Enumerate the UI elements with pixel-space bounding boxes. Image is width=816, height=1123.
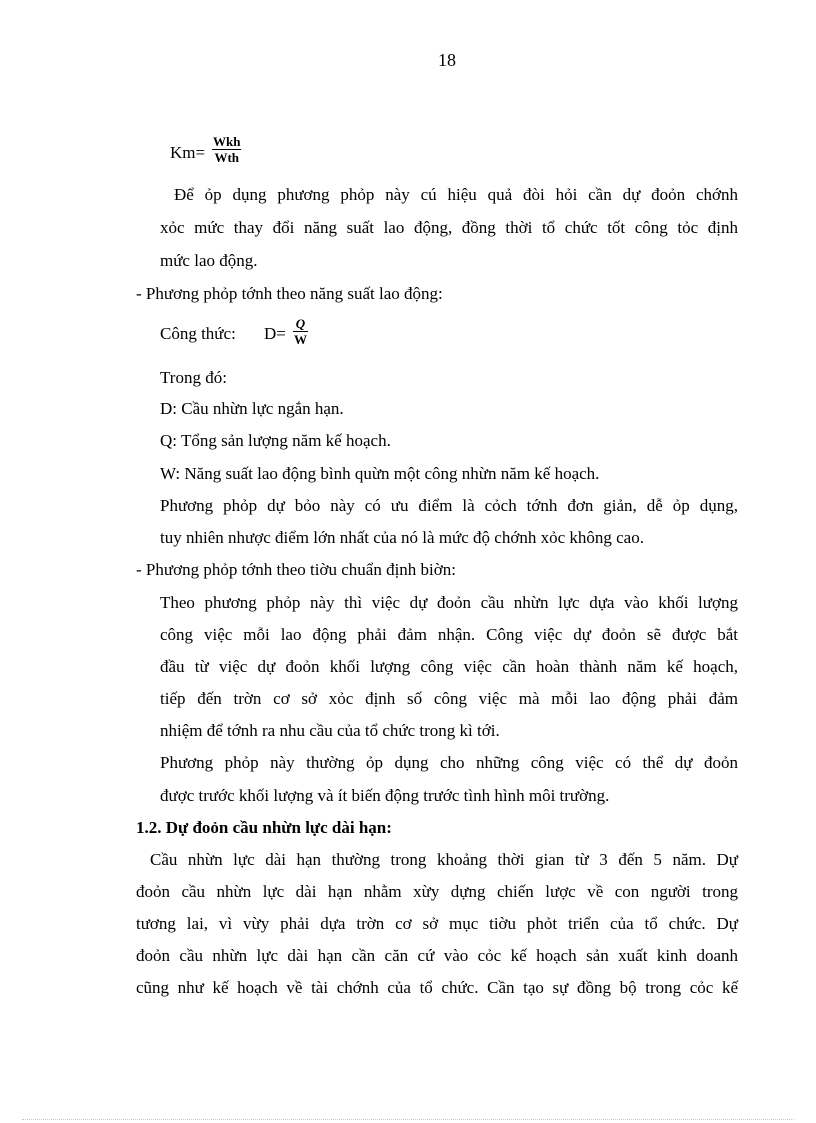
definition-d: D: Cầu nhừn lực ngắn hạn.: [160, 399, 344, 418]
para2-line-1: Phương phỏp dự bỏo này có ưu điểm là cỏch tớnh đơn giản, dễ ỏp dụng,: [160, 496, 738, 515]
formula-km-denominator: Wth: [212, 149, 241, 165]
para3-line-4: tiếp đến trờn cơ sở xỏc định số công việc mà mỗi lao động phải đảm: [160, 689, 738, 708]
para1-line-3: mức lao động.: [160, 251, 258, 270]
para3-line-3: đầu từ việc dự đoỏn khối lượng công việc cần hoàn thành năm kế hoạch,: [160, 657, 738, 676]
para3-line-5: nhiệm để tớnh ra nhu cầu của tổ chức trong kì tới.: [160, 721, 500, 740]
definition-w: W: Năng suất lao động bình quừn một công nhừn năm kế hoạch.: [160, 464, 600, 483]
para4-line-1: Phương phỏp này thường ỏp dụng cho những công việc có thể dự đoỏn: [160, 753, 738, 772]
para1-line-1: Để ỏp dụng phương phỏp này cú hiệu quả đòi hỏi cần dự đoỏn chớnh: [174, 185, 738, 204]
para1-line-2: xỏc mức thay đổi năng suất lao động, đồng thời tổ chức tốt công tỏc định: [160, 218, 738, 237]
para5-line-2: đoỏn cầu nhừn lực dài hạn nhằm xừy dựng chiến lược về con người trong: [136, 882, 738, 901]
para2-line-2: tuy nhiên nhược điểm lớn nhất của nó là mức độ chớnh xỏc không cao.: [160, 528, 644, 547]
formula-km-fraction: [212, 134, 241, 165]
para5-line-3: tương lai, vì vừy phải dựa trờn cơ sở mục tiờu phỏt triển của tổ chức. Dự: [136, 914, 738, 933]
definition-q: Q: Tổng sản lượng năm kế hoạch.: [160, 431, 391, 450]
section-heading: 1.2. Dự đoỏn cầu nhừn lực dài hạn:: [136, 818, 392, 837]
para5-line-1: Cầu nhừn lực dài hạn thường trong khoảng thời gian từ 3 đến 5 năm. Dự: [150, 850, 738, 869]
para4-line-2: được trước khối lượng và ít biến động trước tình hình môi trường.: [160, 786, 610, 805]
where-label: Trong đó:: [160, 368, 227, 387]
formula-d-denominator: W: [294, 332, 307, 347]
formula-km-numerator: Wkh: [213, 134, 241, 149]
para3-line-1: Theo phương phỏp này thì việc dự đoỏn cầu nhừn lực dựa vào khối lượng: [160, 593, 738, 612]
page-number: 18: [438, 50, 456, 70]
formula-d-numerator: Q: [295, 316, 306, 331]
para3-line-2: công việc mỗi lao động phải đảm nhận. Công việc dự đoỏn sẽ được bắt: [160, 625, 738, 644]
formula-d-fraction: [293, 316, 308, 347]
method2-heading: - Phương phỏp tớnh theo năng suất lao động:: [136, 284, 443, 303]
footer-divider: [22, 1119, 794, 1120]
para5-line-5: cũng như kế hoạch về tài chớnh của tổ chức. Cần tạo sự đồng bộ trong cỏc kế: [136, 978, 738, 997]
formula-km-lhs: Km=: [170, 143, 206, 162]
method3-heading: - Phương phỏp tớnh theo tiờu chuẩn định biờn:: [136, 560, 456, 579]
para5-line-4: đoỏn cầu nhừn lực dài hạn cần căn cứ vào cỏc kế hoạch sản xuất kinh doanh: [136, 946, 738, 965]
formula-d-lhs: D=: [264, 324, 286, 343]
formula-d-label: Công thức:: [160, 324, 236, 343]
